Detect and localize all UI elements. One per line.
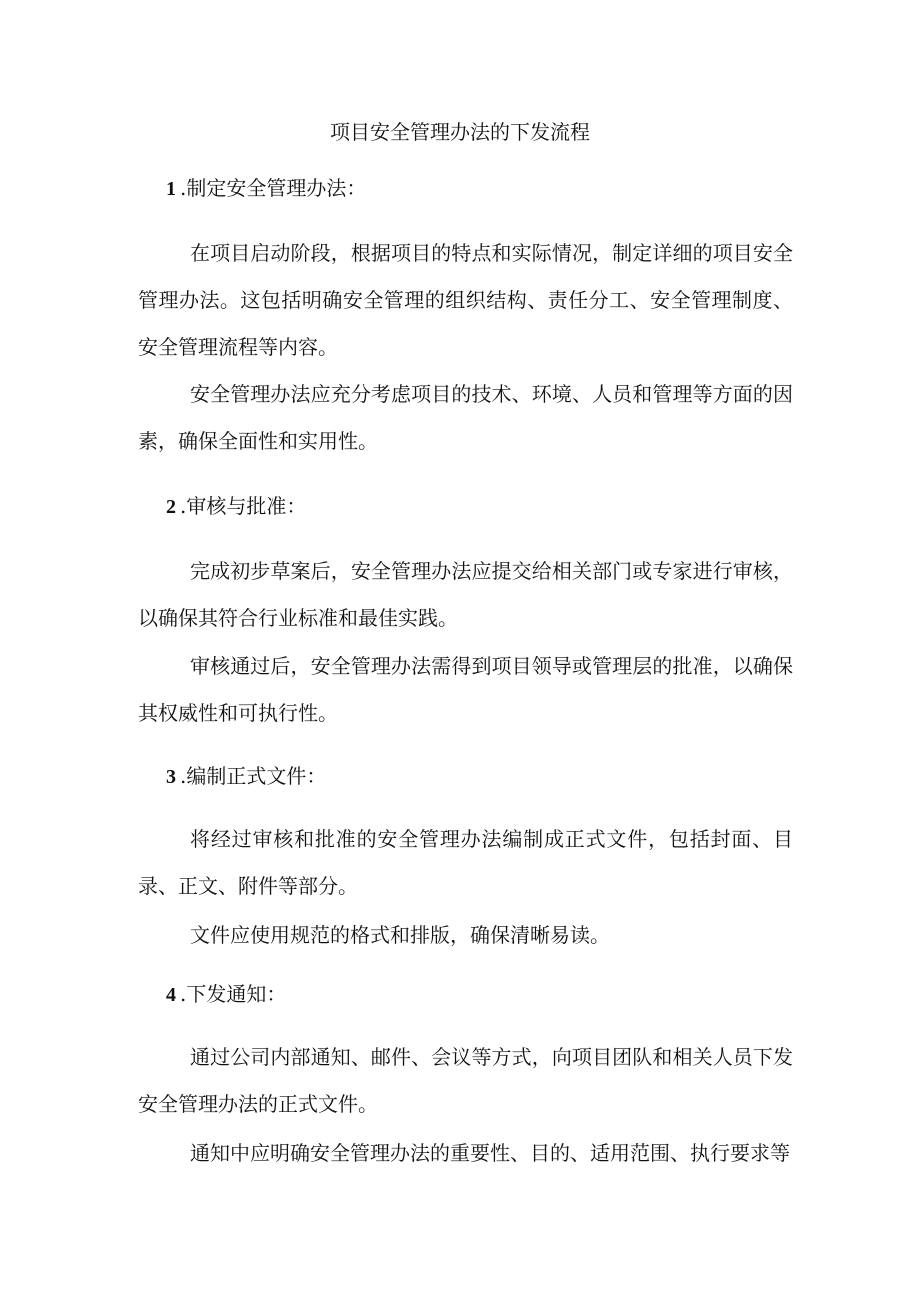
section-4-title: .下发通知： [180,982,287,1006]
section-3-paragraph-1: 将经过审核和批准的安全管理办法编制成正式文件，包括封面、目录、正文、附件等部分。 [138,827,793,898]
section-1-number: 1 [166,178,176,200]
section-3-number: 3 [166,766,176,788]
section-1-heading [138,174,793,203]
section-4-number: 4 [166,984,176,1006]
section-3-heading [138,762,793,791]
section-2-paragraph-2: 审核通过后，安全管理办法需得到项目领导或管理层的批准，以确保其权威性和可执行性。 [138,654,793,725]
section-2-paragraph-1: 完成初步草案后，安全管理办法应提交给相关部门或专家进行审核，以确保其符合行业标准和最佳实践。 [138,559,793,630]
section-4-paragraph-2: 通知中应明确安全管理办法的重要性、目的、适用范围、执行要求等 [190,1141,790,1165]
section-1-paragraph-2: 安全管理办法应充分考虑项目的技术、环境、人员和管理等方面的因素，确保全面性和实用性。 [138,382,793,453]
section-1-title: .制定安全管理办法： [180,176,367,200]
section-4-paragraph-1: 通过公司内部通知、邮件、会议等方式，向项目团队和相关人员下发安全管理办法的正式文件。 [138,1045,793,1116]
section-2-title: .审核与批准： [180,494,307,518]
section-3-title: .编制正式文件： [180,764,327,788]
section-1-paragraph-1: 在项目启动阶段，根据项目的特点和实际情况，制定详细的项目安全管理办法。这包括明确安全管理的组织结构、责任分工、安全管理制度、安全管理流程等内容。 [138,241,793,359]
section-2-number: 2 [166,496,176,518]
document-title: 项目安全管理办法的下发流程 [330,120,590,144]
section-4-heading [138,980,793,1009]
section-2-heading [138,492,793,521]
section-3-paragraph-2: 文件应使用规范的格式和排版，确保清晰易读。 [190,923,610,947]
